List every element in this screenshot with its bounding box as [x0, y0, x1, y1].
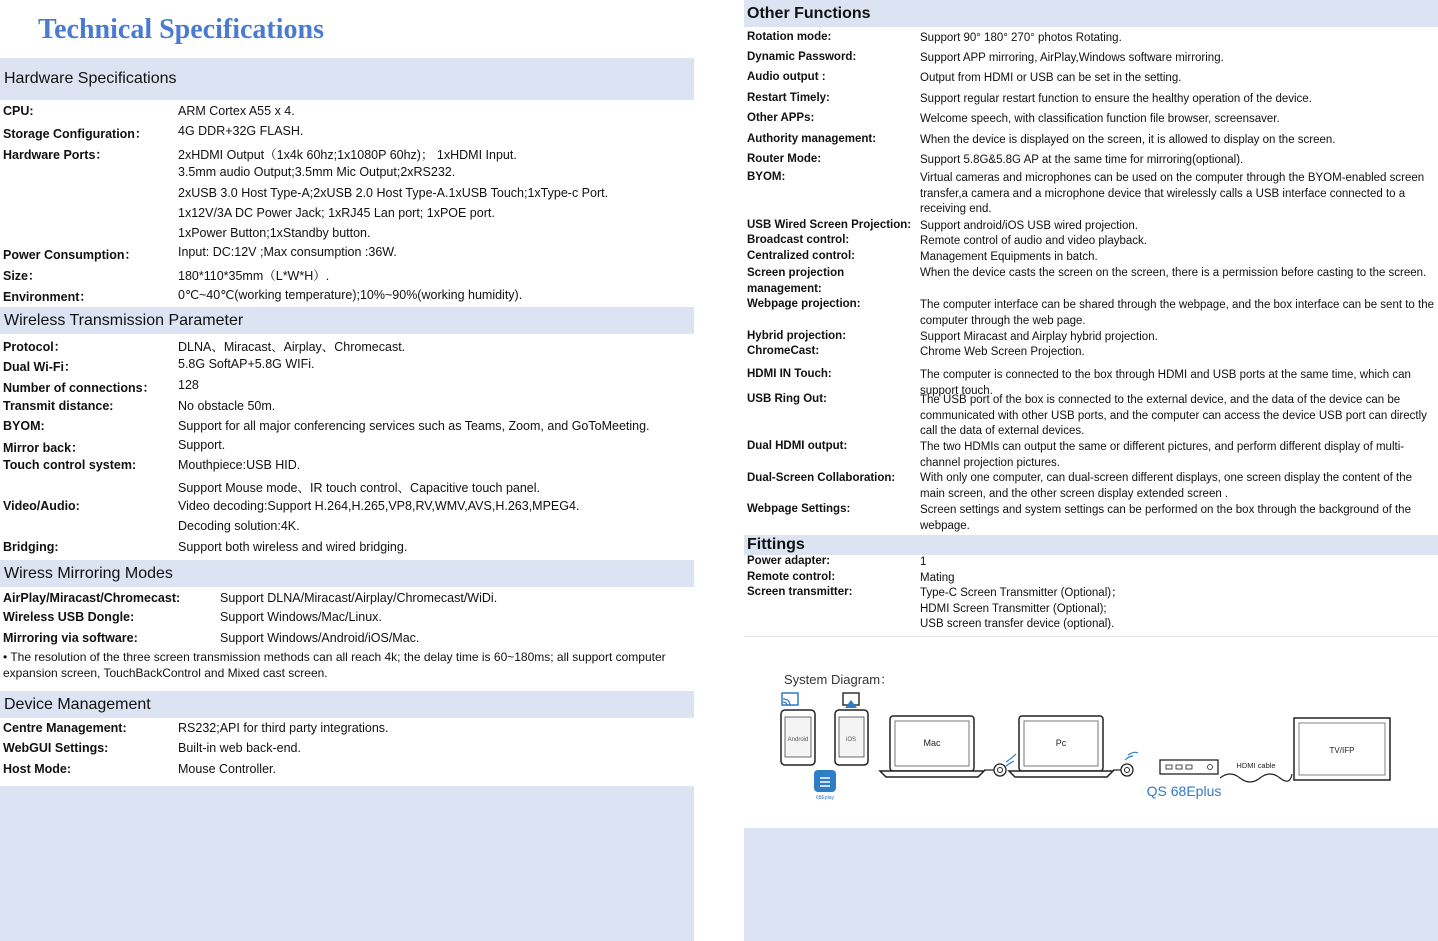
- app-label: 68Eplay: [815, 795, 835, 801]
- spec-label: Video/Audio:: [3, 499, 80, 513]
- function-label: USB Wired Screen Projection:: [747, 219, 912, 231]
- usb-dongle-icon: [1113, 752, 1138, 776]
- spec-value: Mouthpiece:USB HID.: [178, 458, 301, 472]
- spec-value: Built-in web back-end.: [178, 741, 301, 755]
- spec-label: Environment：: [3, 290, 92, 304]
- function-value: Support 90° 180° 270° photos Rotating.: [920, 32, 1122, 44]
- model-label: QS 68Eplus: [1146, 783, 1222, 799]
- hardware-heading: Hardware Specifications: [0, 58, 694, 100]
- app-icon: [814, 770, 836, 801]
- spec-label: Hardware Ports：: [3, 148, 108, 162]
- spec-value: 0℃~40℃(working temperature);10%~90%(working humidity).: [178, 288, 523, 302]
- function-value: Support android/iOS USB wired projection.: [920, 220, 1138, 232]
- function-label: Audio output :: [747, 71, 826, 83]
- fitting-value: HDMI Screen Transmitter (Optional);: [920, 602, 1107, 615]
- function-value: The computer interface can be shared through the webpage, and the box interface can be sent to the computer through the web page.: [920, 299, 1435, 327]
- function-value: Virtual cameras and microphones can be used on the computer through the BYOM-enabled screen transfer,a camera and a microphone device that wirelessly calls a USB interface connected to a receiving end.: [920, 172, 1425, 216]
- spec-value: 2xUSB 3.0 Host Type-A;2xUSB 2.0 Host Type-A.1xUSB Touch;1xType-c Port.: [178, 185, 609, 200]
- function-value: Welcome speech, with classification function file browser, screensaver.: [920, 113, 1280, 125]
- function-value: Management Equipments in batch.: [920, 251, 1098, 263]
- fitting-label: Remote control:: [747, 571, 836, 583]
- spec-label: Size：: [3, 269, 41, 283]
- spec-value: 1x12V/3A DC Power Jack; 1xRJ45 Lan port; 1xPOE port.: [178, 205, 495, 220]
- function-label: Other APPs:: [747, 112, 815, 124]
- function-value: The computer is connected to the box through HDMI and USB ports at the same time, which can support touch.: [920, 369, 1411, 397]
- spec-label: Touch control system:: [3, 458, 137, 472]
- airplay-icon: [843, 693, 859, 708]
- spec-value: ARM Cortex A55 x 4.: [178, 104, 295, 118]
- fitting-value: 1: [920, 556, 927, 568]
- spec-value: Video decoding:Support H.264,H.265,VP8,RV,WMV,AVS,H.263,MPEG4.: [178, 499, 580, 513]
- spec-value: 128: [178, 378, 199, 392]
- spec-label: Host Mode:: [3, 762, 72, 776]
- function-label: Router Mode:: [747, 153, 822, 165]
- function-label: Centralized control:: [747, 250, 855, 262]
- cast-icon: [782, 693, 798, 706]
- function-value: Support APP mirroring, AirPlay,Windows software mirroring.: [920, 52, 1224, 64]
- ios-phone: [835, 710, 868, 765]
- spec-value: 2xHDMI Output（1x4k 60hz;1x1080P 60hz)； 1xHDMI Input.: [178, 148, 517, 162]
- device-heading: Device Management: [0, 691, 694, 718]
- spec-value: 1xPower Button;1xStandby button.: [178, 226, 371, 241]
- function-label: Authority management:: [747, 133, 877, 145]
- function-value: The two HDMIs can output the same or different pictures, and perform different display of multi-channel projection pictures.: [920, 441, 1405, 469]
- fitting-value: Mating: [920, 572, 955, 584]
- spec-label: Power Consumption：: [3, 248, 138, 262]
- other-heading: Other Functions: [744, 0, 1438, 27]
- function-value: When the device is displayed on the screen, it is allowed to display on the screen.: [920, 134, 1336, 146]
- spec-label: Number of connections：: [3, 381, 156, 395]
- footer-band-right: [744, 828, 1438, 941]
- footer-band-left: [0, 786, 694, 941]
- function-value: Support 5.8G&5.8G AP at the same time for mirroring(optional).: [920, 154, 1244, 166]
- fitting-label: Screen transmitter:: [747, 586, 853, 598]
- spec-value: DLNA、Miracast、Airplay、Chromecast.: [178, 340, 406, 354]
- function-value: Screen settings and system settings can be performed on the box through the background of the webpage.: [920, 504, 1411, 532]
- page-title: Technical Specifications: [38, 14, 324, 45]
- tv-display: [1294, 718, 1390, 780]
- tv-diagram: [1220, 712, 1436, 792]
- spec-value: No obstacle 50m.: [178, 399, 276, 413]
- fitting-label: Power adapter:: [747, 555, 831, 567]
- function-label: ChromeCast:: [747, 345, 820, 357]
- function-label: USB Ring Out:: [747, 393, 827, 405]
- hdmi-cable-label: HDMI cable: [1236, 761, 1276, 770]
- spec-value: 5.8G SoftAP+5.8G WIFi.: [178, 357, 315, 371]
- function-value: Remote control of audio and video playback.: [920, 235, 1147, 247]
- spec-value: Decoding solution:4K.: [178, 519, 300, 534]
- divider: [744, 636, 1438, 637]
- qs-box: [1147, 760, 1222, 799]
- mirroring-note-2: expansion screen, TouchBackControl and Mixed cast screen.: [3, 666, 328, 680]
- function-label: Dynamic Password:: [747, 51, 857, 63]
- mirroring-note-1: • The resolution of the three screen transmission methods can all reach 4k; the delay time is 60~180ms; all support computer: [3, 650, 666, 664]
- spec-value: Support Windows/Mac/Linux.: [220, 610, 382, 624]
- function-value: The USB port of the box is connected to the external device, and the data of the device can be communicated with other USB ports, and the computer can access the device USB port can directly call the data of external devices.: [920, 394, 1427, 438]
- function-label: Dual HDMI output:: [747, 440, 848, 452]
- function-label: Hybrid projection:: [747, 330, 847, 342]
- mirroring-heading: Wiress Mirroring Modes: [0, 560, 694, 587]
- tv-label: TV/IFP: [1329, 746, 1355, 755]
- system-diagram: [774, 688, 1244, 806]
- diagram-title: System Diagram：: [784, 672, 894, 687]
- function-label: Webpage Settings:: [747, 503, 851, 515]
- spec-value: RS232;API for third party integrations.: [178, 721, 389, 735]
- function-label: Screen projection management:: [747, 267, 845, 295]
- spec-label: Centre Management:: [3, 721, 127, 735]
- spec-label: CPU:: [3, 104, 34, 118]
- spec-label: Dual Wi-Fi：: [3, 360, 77, 374]
- hdmi-cable: [1220, 774, 1292, 782]
- spec-value: Support.: [178, 438, 226, 452]
- spec-label: Bridging:: [3, 540, 59, 554]
- function-label: Dual-Screen Collaboration:: [747, 472, 896, 484]
- function-value: Output from HDMI or USB can be set in the setting.: [920, 72, 1182, 84]
- pc-laptop: [1009, 716, 1113, 777]
- android-label: Android: [787, 737, 809, 743]
- spec-value: Support DLNA/Miracast/Airplay/Chromecast/WiDi.: [220, 591, 498, 605]
- spec-label: Mirror back：: [3, 441, 84, 455]
- spec-value: 4G DDR+32G FLASH.: [178, 124, 304, 138]
- spec-value: Mouse Controller.: [178, 762, 276, 776]
- fitting-value: Type-C Screen Transmitter (Optional)；: [920, 587, 1123, 599]
- spec-label: AirPlay/Miracast/Chromecast:: [3, 591, 181, 605]
- spec-label: WebGUI Settings:: [3, 741, 109, 755]
- function-label: HDMI IN Touch:: [747, 368, 832, 380]
- spec-label: Transmit distance:: [3, 399, 114, 413]
- function-value: When the device casts the screen on the screen, there is a permission before casting to the screen.: [920, 267, 1427, 279]
- spec-value: 180*110*35mm（L*W*H）.: [178, 269, 330, 283]
- spec-value: 3.5mm audio Output;3.5mm Mic Output;2xRS232.: [178, 165, 456, 180]
- spec-value: Support both wireless and wired bridging.: [178, 540, 408, 554]
- function-value: Support Miracast and Airplay hybrid projection.: [920, 331, 1158, 343]
- function-label: Restart Timely:: [747, 92, 830, 104]
- android-phone: [781, 710, 815, 765]
- spec-label: BYOM:: [3, 419, 45, 433]
- spec-value: Input: DC:12V ;Max consumption :36W.: [178, 245, 397, 259]
- spec-label: Mirroring via software:: [3, 631, 138, 645]
- spec-value: Support Windows/Android/iOS/Mac.: [220, 631, 420, 645]
- spec-value: Support for all major conferencing services such as Teams, Zoom, and GoToMeeting.: [178, 419, 650, 433]
- fitting-value: USB screen transfer device (optional).: [920, 618, 1115, 631]
- fittings-heading: Fittings: [744, 535, 1438, 555]
- function-label: BYOM:: [747, 171, 786, 183]
- mac-label: Mac: [923, 738, 941, 748]
- function-value: Support regular restart function to ensure the healthy operation of the device.: [920, 93, 1312, 105]
- function-label: Webpage projection:: [747, 298, 861, 310]
- spec-label: Wireless USB Dongle:: [3, 610, 135, 624]
- spec-value: Support Mouse mode、IR touch control、Capacitive touch panel.: [178, 481, 540, 496]
- mac-laptop: [880, 716, 984, 777]
- function-label: Broadcast control:: [747, 234, 850, 246]
- spec-label: Protocol：: [3, 340, 67, 354]
- ios-label: iOS: [845, 737, 857, 743]
- function-value: With only one computer, can dual-screen different displays, one screen display the content of the main screen, and the other screen display extended screen .: [920, 472, 1413, 500]
- function-value: Chrome Web Screen Projection.: [920, 346, 1085, 358]
- function-label: Rotation mode:: [747, 31, 832, 43]
- spec-label: Storage Configuration：: [3, 127, 148, 141]
- wireless-heading: Wireless Transmission Parameter: [0, 307, 694, 334]
- pc-label: Pc: [1055, 738, 1067, 748]
